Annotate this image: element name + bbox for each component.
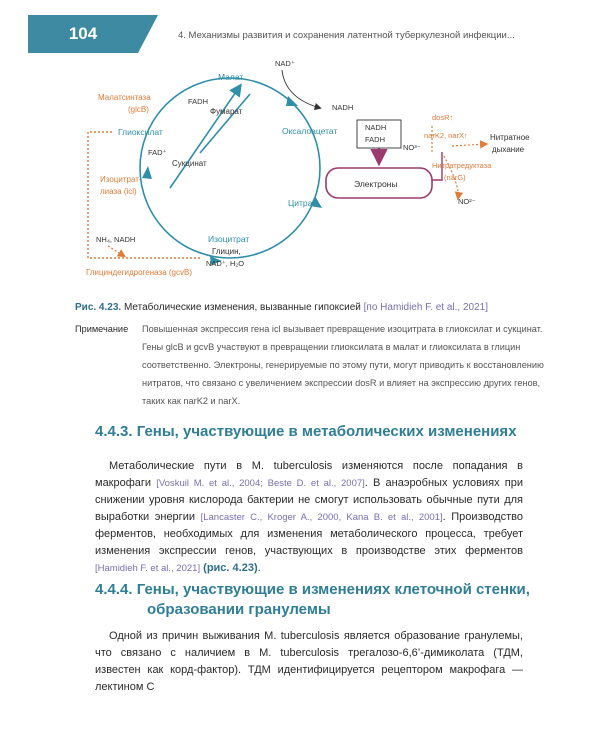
cycle-arrowhead — [142, 166, 152, 179]
caption-reference[interactable]: [по Hamidieh F. et al., 2021] — [363, 302, 489, 313]
label-narg: (narG) — [444, 173, 466, 182]
citation-voskuil[interactable]: [Voskuil M. et al., 2004; Beste D. et al., 2007] — [156, 478, 365, 489]
glycine-path — [108, 246, 124, 256]
running-head: 4. Механизмы развития и сохранения латентной туберкулезной инфекции... — [178, 30, 515, 41]
figure-reference-link[interactable]: (рис. 4.23) — [203, 562, 258, 574]
caption-figure-number: Рис. 4.23. — [75, 302, 122, 313]
section-heading-4-4-3: 4.4.3. Гены, участвующие в метаболических изменениях — [95, 423, 517, 440]
label-nad-plus: NAD⁺ — [275, 59, 295, 68]
section-heading-4-4-4-line2: образовании гранулемы — [147, 601, 331, 618]
box-fadh: FADH — [365, 135, 386, 144]
label-glitsindegidrogenaza: Глициндегидрогеназа (gcvB) — [86, 268, 192, 277]
label-tsitrat: Цитрат — [288, 198, 317, 208]
label-glioksilat: Глиоксилат — [118, 127, 163, 137]
note-text: Повышенная экспрессия гена icl вызывает превращение изоцитрата в глиоксилат и сукцинат. Гены glcB и gcvB участвуют в превращении глиоксилата в малат и глиоксилата в глицин соответственно. Электроны, генерируемые по этому пути, могут приводить к восстановлению нитратов, что связано с увеличением экспрессии dosR и влияет на экспрессию других генов, таких как narK2 и narX. — [142, 324, 544, 406]
citation-lancaster[interactable]: [Lancaster C., Kroger A., 2000, Kana B. et al., 2001] — [200, 512, 443, 523]
para1-text2: . В анаэробных условиях при снижении уровня кислорода бактерии не смогут использовать обычные пути для выработки энергии — [95, 477, 523, 523]
label-nh4-nadh: NH₄, NADH — [96, 235, 136, 244]
label-nitratnoe-2: дыхание — [492, 145, 525, 154]
label-izotsitrat-liaza-1: Изоцитрат- — [100, 175, 142, 184]
label-glcb: (glcB) — [128, 105, 149, 114]
label-nitratnoe-1: Нитратное — [490, 133, 530, 142]
citation-hamidieh[interactable]: [Hamidieh F. et al., 2021] — [95, 563, 201, 574]
cycle-arrowhead — [286, 96, 298, 106]
label-izotsitrat-liaza-2: лиаза (icl) — [100, 187, 137, 196]
label-suktsinat: Сукцинат — [172, 159, 207, 168]
figure-note — [75, 320, 555, 410]
label-no3: NO³⁻ — [403, 143, 421, 152]
page-number-tab — [28, 15, 138, 53]
section-heading-4-4-4-line1: 4.4.4. Гены, участвующие в изменениях клеточной стенки, — [95, 581, 530, 598]
figure-caption — [75, 302, 555, 313]
box-nadh: NADH — [365, 123, 387, 132]
label-fadh-top: FADH — [188, 97, 209, 106]
label-fad-plus: FAD⁺ — [148, 148, 167, 157]
section-4-4-3-paragraph — [95, 458, 523, 577]
note-label: Примечание — [75, 324, 129, 334]
figure-diagram — [60, 58, 580, 278]
para1-text1: Метаболические пути в M. tuberculosis изменяются после попадания в макрофаги — [95, 460, 523, 489]
label-nitratreduktaza: Нитратредуктаза — [432, 161, 492, 170]
section-4-4-4-paragraph — [95, 628, 523, 696]
para1-text3: . Производство ферментов, необходимых для изменения метаболического процесса, требует изменения экспрессии генов, участвующих в производстве этих ферментов — [95, 511, 523, 557]
label-nad-h2o: NAD⁺, H₂O — [206, 259, 245, 268]
section-heading-4-4-4 — [95, 580, 530, 620]
caption-title: Метаболические изменения, вызванные гипоксией — [123, 302, 361, 313]
label-no2: NO²⁻ — [458, 197, 476, 206]
para1-text4: . — [257, 562, 261, 574]
nitrate-respiration-arrow — [452, 144, 486, 146]
label-oksaloatsetat: Оксалоацетат — [282, 126, 338, 136]
label-glitsin: Глицин, — [212, 247, 241, 256]
label-nadh-right: NADH — [332, 103, 354, 112]
label-malatsintaza: Малатсинтаза — [98, 93, 151, 102]
label-izotsitrat: Изоцитрат — [208, 234, 250, 244]
para2-text: Одной из причин выживания M. tuberculosis является образование гранулемы, что связано с наличием в M. tuberculosis трегалозо-6,6’-димиколата (ТДМ, известен как корд-фактор). ТДМ идентифицируется рецептором макрофага — лектином С — [95, 630, 523, 693]
figure-metabolic-changes — [60, 58, 580, 278]
label-nark2-narx: narK2, narX↑ — [424, 131, 468, 140]
label-malat: Малат — [218, 72, 244, 82]
label-fumarat: Фумарат — [210, 107, 243, 116]
label-elektrony: Электроны — [354, 179, 398, 189]
label-dosr: dosR↑ — [432, 113, 454, 122]
page-number: 104 — [68, 24, 98, 43]
